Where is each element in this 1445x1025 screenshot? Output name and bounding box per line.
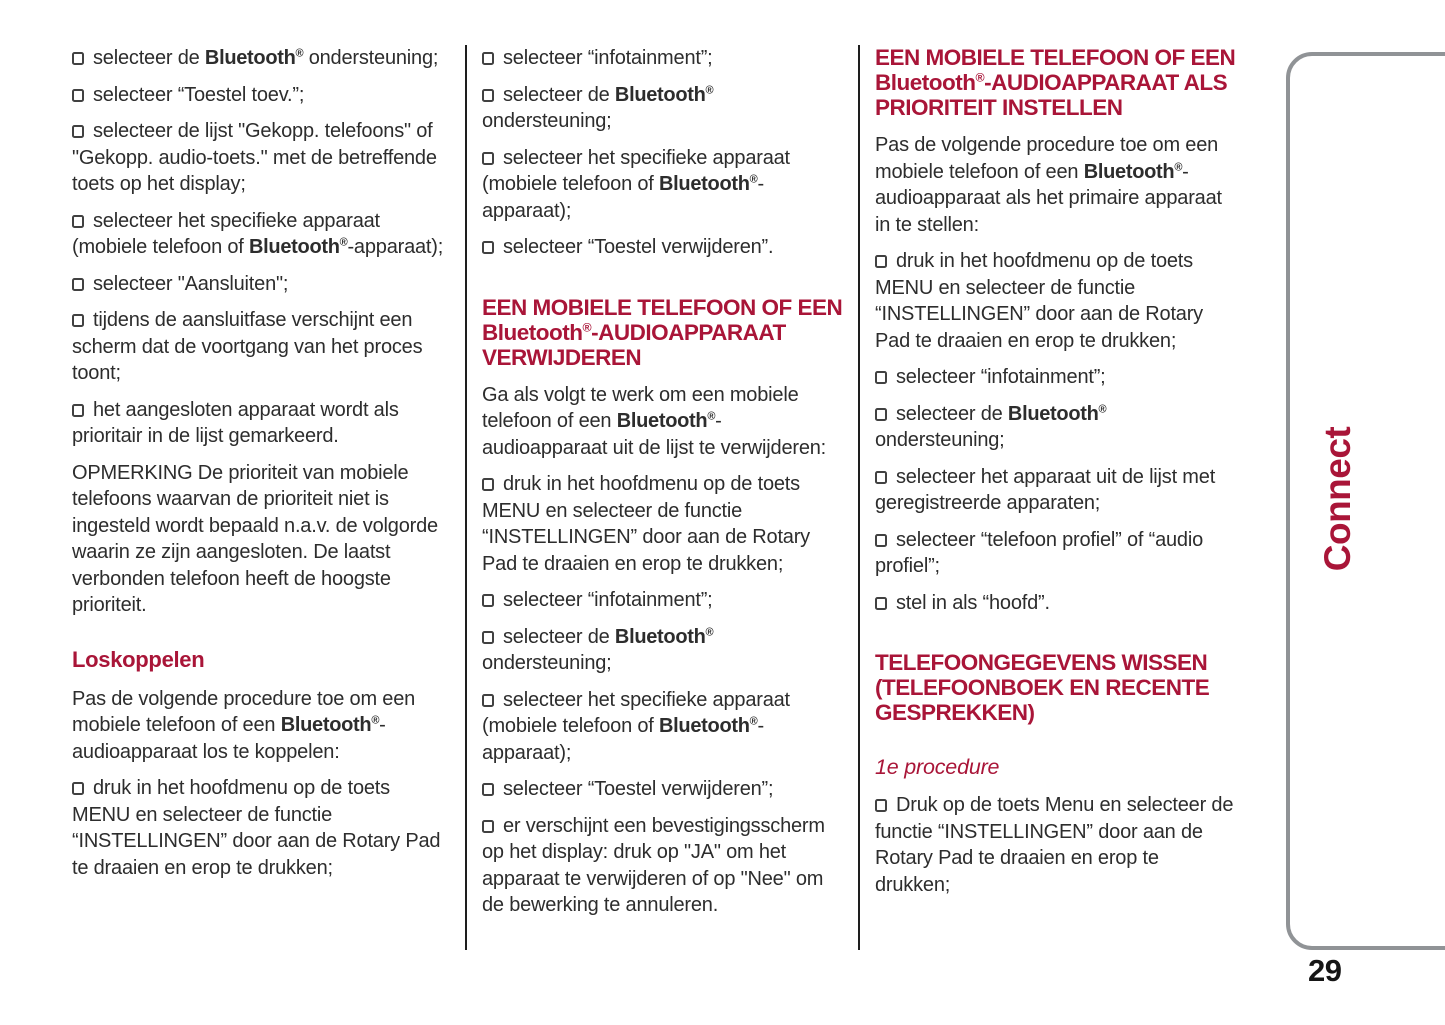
list-item-text: selecteer “infotainment”;: [503, 589, 713, 611]
list-item: [875, 248, 1236, 354]
list-item: [875, 590, 1236, 617]
list-item: [72, 208, 450, 261]
list-item-text: selecteer de lijst "Gekopp. telefoons" of "Gekopp. audio-toets." met de betreffende toets op het display;: [72, 120, 437, 195]
section-heading: TELEFOONGEGEVENS WISSEN (TELEFOONBOEK EN RECENTE GESPREKKEN): [875, 650, 1210, 725]
column-2: [465, 45, 843, 950]
list-item-text: selecteer de Bluetooth® ondersteuning;: [482, 83, 714, 132]
checkbox-icon: [482, 631, 494, 644]
list-item-text: selecteer de Bluetooth® ondersteuning;: [93, 47, 439, 69]
checkbox-icon: [72, 278, 84, 291]
list-item-text: tijdens de aansluitfase verschijnt een scherm dat de voortgang van het proces toont;: [72, 309, 423, 384]
checkbox-icon: [72, 215, 84, 228]
list-item-text: druk in het hoofdmenu op de toets MENU en selecteer de functie “INSTELLINGEN” door aan de Rotary Pad te draaien en erop te drukken;: [72, 777, 441, 879]
list-item: [875, 464, 1236, 517]
checkbox-icon: [482, 594, 494, 607]
list-item: [482, 776, 843, 803]
list-item: [875, 364, 1236, 391]
list-item-text: selecteer “Toestel verwijderen”;: [503, 778, 774, 800]
list-item: [875, 792, 1236, 898]
paragraph: Ga als volgt te werk om een mobiele telefoon of een Bluetooth®-audioapparaat uit de lijst te verwijderen:: [482, 383, 827, 459]
chapter-tab-connect: [1286, 52, 1445, 950]
checkbox-icon: [482, 478, 494, 491]
list-item: [72, 307, 450, 387]
list-item: [72, 397, 450, 450]
checkbox-icon: [72, 89, 84, 102]
list-item: [72, 775, 450, 881]
list-item-text: selecteer “Toestel toev.”;: [93, 83, 305, 106]
list-item: [482, 813, 843, 919]
page-body: [72, 45, 1236, 950]
checkbox-icon: [875, 471, 887, 484]
checkbox-icon: [482, 820, 494, 833]
list-item: [482, 471, 843, 577]
list-item: [875, 527, 1236, 580]
list-item-text: selecteer het specifieke apparaat (mobiele telefoon of Bluetooth®-apparaat);: [72, 209, 444, 258]
list-item: [482, 145, 843, 225]
list-item-text: selecteer “Toestel verwijderen”.: [503, 236, 774, 258]
list-item-text: druk in het hoofdmenu op de toets MENU en selecteer de functie “INSTELLINGEN” door aan de Rotary Pad te draaien en erop te drukken;: [482, 473, 810, 575]
list-item-text: selecteer "Aansluiten";: [93, 272, 289, 295]
list-item: [875, 401, 1236, 454]
list-item-text: selecteer de Bluetooth® ondersteuning;: [482, 625, 714, 674]
checkbox-icon: [72, 782, 84, 795]
page-number: 29: [1308, 953, 1342, 988]
list-item-text: stel in als “hoofd”.: [896, 591, 1050, 614]
list-item: [482, 82, 843, 135]
checkbox-icon: [482, 783, 494, 796]
checkbox-icon: [875, 534, 887, 547]
procedure-subheading: 1e procedure: [875, 755, 1000, 779]
list-item-text: selecteer “telefoon profiel” of “audio profiel”;: [875, 528, 1204, 577]
list-item-text: selecteer het specifieke apparaat (mobiele telefoon of Bluetooth®-apparaat);: [482, 688, 790, 764]
list-item-text: druk in het hoofdmenu op de toets MENU en selecteer de functie “INSTELLINGEN” door aan de Rotary Pad te draaien en erop te drukken;: [875, 250, 1203, 352]
checkbox-icon: [72, 52, 84, 65]
chapter-tab-label: Connect: [1317, 426, 1358, 572]
checkbox-icon: [72, 404, 84, 417]
checkbox-icon: [482, 89, 494, 102]
paragraph: Pas de volgende procedure toe om een mobiele telefoon of een Bluetooth®-audioapparaat los te koppelen:: [72, 687, 416, 763]
list-item: [482, 687, 843, 767]
list-item: [482, 624, 843, 677]
paragraph: Pas de volgende procedure toe om een mobiele telefoon of een Bluetooth®-audioapparaat als het primaire apparaat in te stellen:: [875, 134, 1222, 236]
list-item-text: selecteer “infotainment”;: [503, 47, 713, 69]
checkbox-icon: [875, 408, 887, 421]
list-item-text: selecteer de Bluetooth® ondersteuning;: [875, 402, 1107, 451]
checkbox-icon: [875, 371, 887, 384]
checkbox-icon: [875, 597, 887, 610]
list-item: [72, 82, 450, 109]
list-item: [482, 587, 843, 614]
list-item-text: Druk op de toets Menu en selecteer de functie “INSTELLINGEN” door aan de Rotary Pad te draaien en erop te drukken;: [875, 794, 1234, 896]
checkbox-icon: [482, 241, 494, 254]
list-item: [482, 234, 843, 261]
list-item: [72, 45, 450, 72]
checkbox-icon: [482, 52, 494, 65]
section-heading: EEN MOBIELE TELEFOON OF EEN Bluetooth®-AUDIOAPPARAAT ALS PRIORITEIT INSTELLEN: [875, 45, 1236, 120]
column-3: [858, 45, 1236, 950]
checkbox-icon: [875, 799, 887, 812]
column-1: [72, 45, 450, 950]
list-item: [72, 118, 450, 198]
list-item-text: selecteer het specifieke apparaat (mobiele telefoon of Bluetooth®-apparaat);: [482, 146, 790, 222]
checkbox-icon: [72, 125, 84, 138]
checkbox-icon: [482, 694, 494, 707]
checkbox-icon: [482, 152, 494, 165]
checkbox-icon: [72, 314, 84, 327]
list-item-text: selecteer “infotainment”;: [896, 366, 1106, 388]
paragraph: OPMERKING De prioriteit van mobiele telefoons waarvan de prioriteit niet is ingesteld wordt bepaald n.a.v. de volgorde waarin ze zijn aangesloten. De laatst verbonden telefoon heeft de hoogste prioriteit.: [72, 461, 438, 616]
list-item-text: er verschijnt een bevestigingsscherm op het display: druk op "JA" om het apparaat te verwijderen of op "Nee" om de bewerking te annuleren.: [482, 814, 825, 916]
section-heading: EEN MOBIELE TELEFOON OF EEN Bluetooth®-AUDIOAPPARAAT VERWIJDEREN: [482, 294, 843, 370]
list-item: [482, 45, 843, 72]
checkbox-icon: [875, 255, 887, 268]
list-item-text: het aangesloten apparaat wordt als prioritair in de lijst gemarkeerd.: [72, 398, 399, 447]
list-item-text: selecteer het apparaat uit de lijst met geregistreerde apparaten;: [875, 465, 1216, 514]
list-item: [72, 271, 450, 298]
subsection-heading: Loskoppelen: [72, 646, 205, 672]
